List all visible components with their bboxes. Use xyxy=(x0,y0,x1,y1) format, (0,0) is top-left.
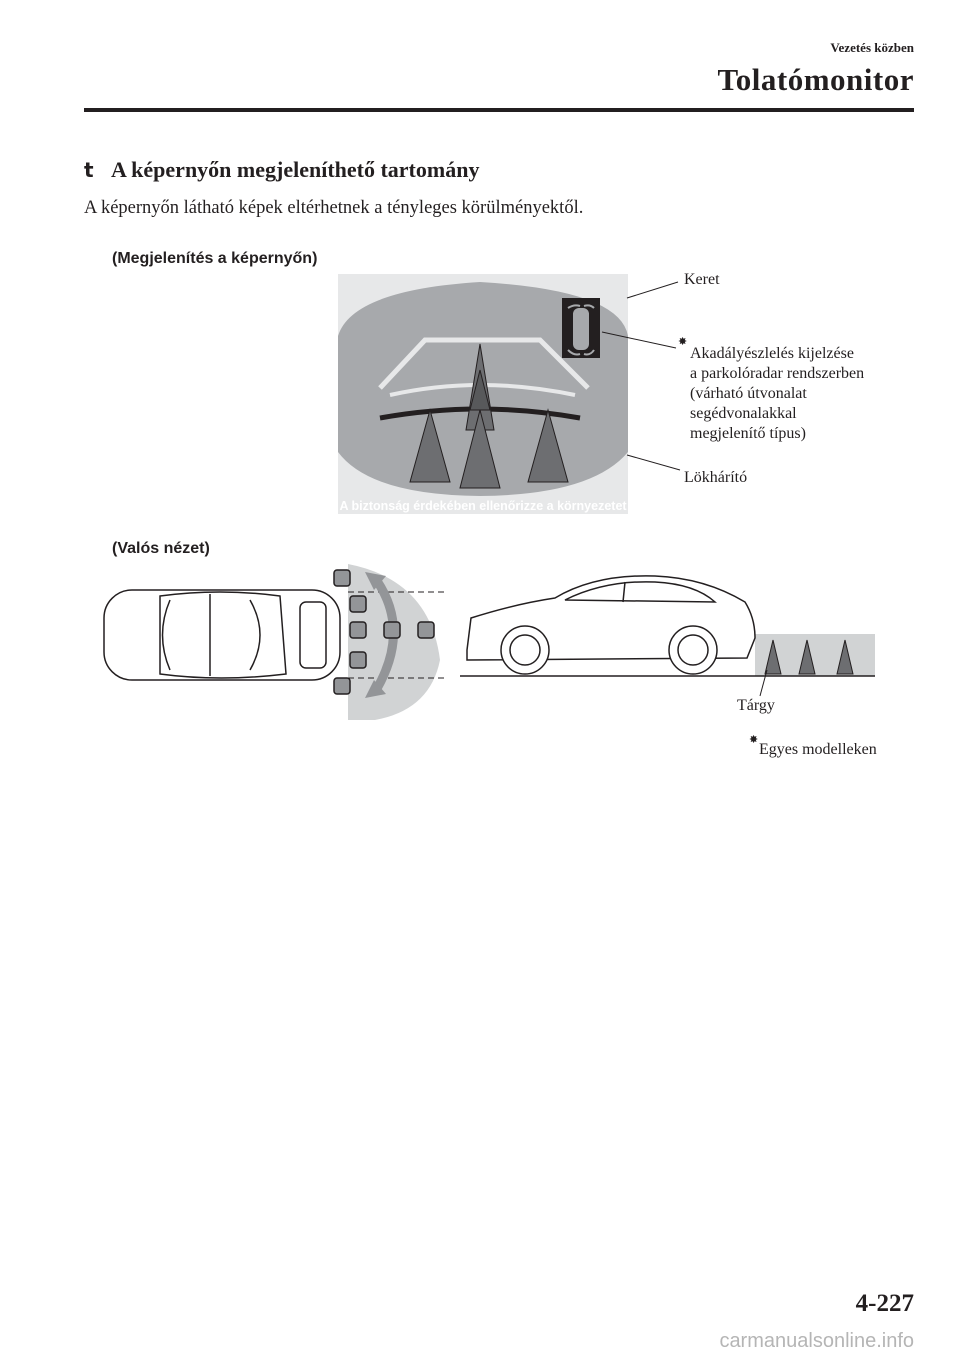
callout-obstacle xyxy=(678,336,864,444)
display-view-label: (Megjelenítés a képernyőn) xyxy=(112,250,318,267)
label-object: Tárgy xyxy=(737,697,775,714)
page-title: Tolatómonitor xyxy=(717,62,914,97)
callout-obstacle-line-2: a parkolóradar rendszerben xyxy=(690,365,865,382)
callout-frame: Keret xyxy=(684,271,720,288)
footnote-text: Egyes modelleken xyxy=(759,741,877,758)
page-number: 4-227 xyxy=(855,1290,914,1317)
asterisk-icon: ✸ xyxy=(749,733,759,746)
header-rule xyxy=(84,108,914,112)
top-view-illustration xyxy=(100,540,460,720)
callout-obstacle-line-5: megjelenítő típus) xyxy=(690,425,806,442)
callout-obstacle-line-3: (várható útvonalat xyxy=(690,385,807,402)
callout-bumper: Lökhárító xyxy=(684,469,748,486)
callout-obstacle-line-4: segédvonalakkal xyxy=(690,405,797,422)
car-side-view xyxy=(467,576,755,674)
car-top-view xyxy=(104,590,340,680)
watermark: carmanualsonline.info xyxy=(719,1330,914,1352)
callout-obstacle-line-1: Akadályészlelés kijelzése xyxy=(690,345,854,362)
asterisk-icon: ✸ xyxy=(678,335,688,348)
chapter-header: Vezetés közben xyxy=(830,40,914,55)
body-paragraph: A képernyőn látható képek eltérhetnek a tényleges körülményektől. xyxy=(84,198,584,218)
side-view-illustration xyxy=(455,568,880,698)
real-view-label: (Valós nézet) xyxy=(112,540,210,557)
screen-caption: A biztonság érdekében ellenőrizze a környezetet xyxy=(339,499,627,513)
section-heading: A képernyőn megjeleníthető tartomány xyxy=(111,157,480,182)
section-marker: t xyxy=(84,158,94,182)
footnote xyxy=(749,734,877,760)
